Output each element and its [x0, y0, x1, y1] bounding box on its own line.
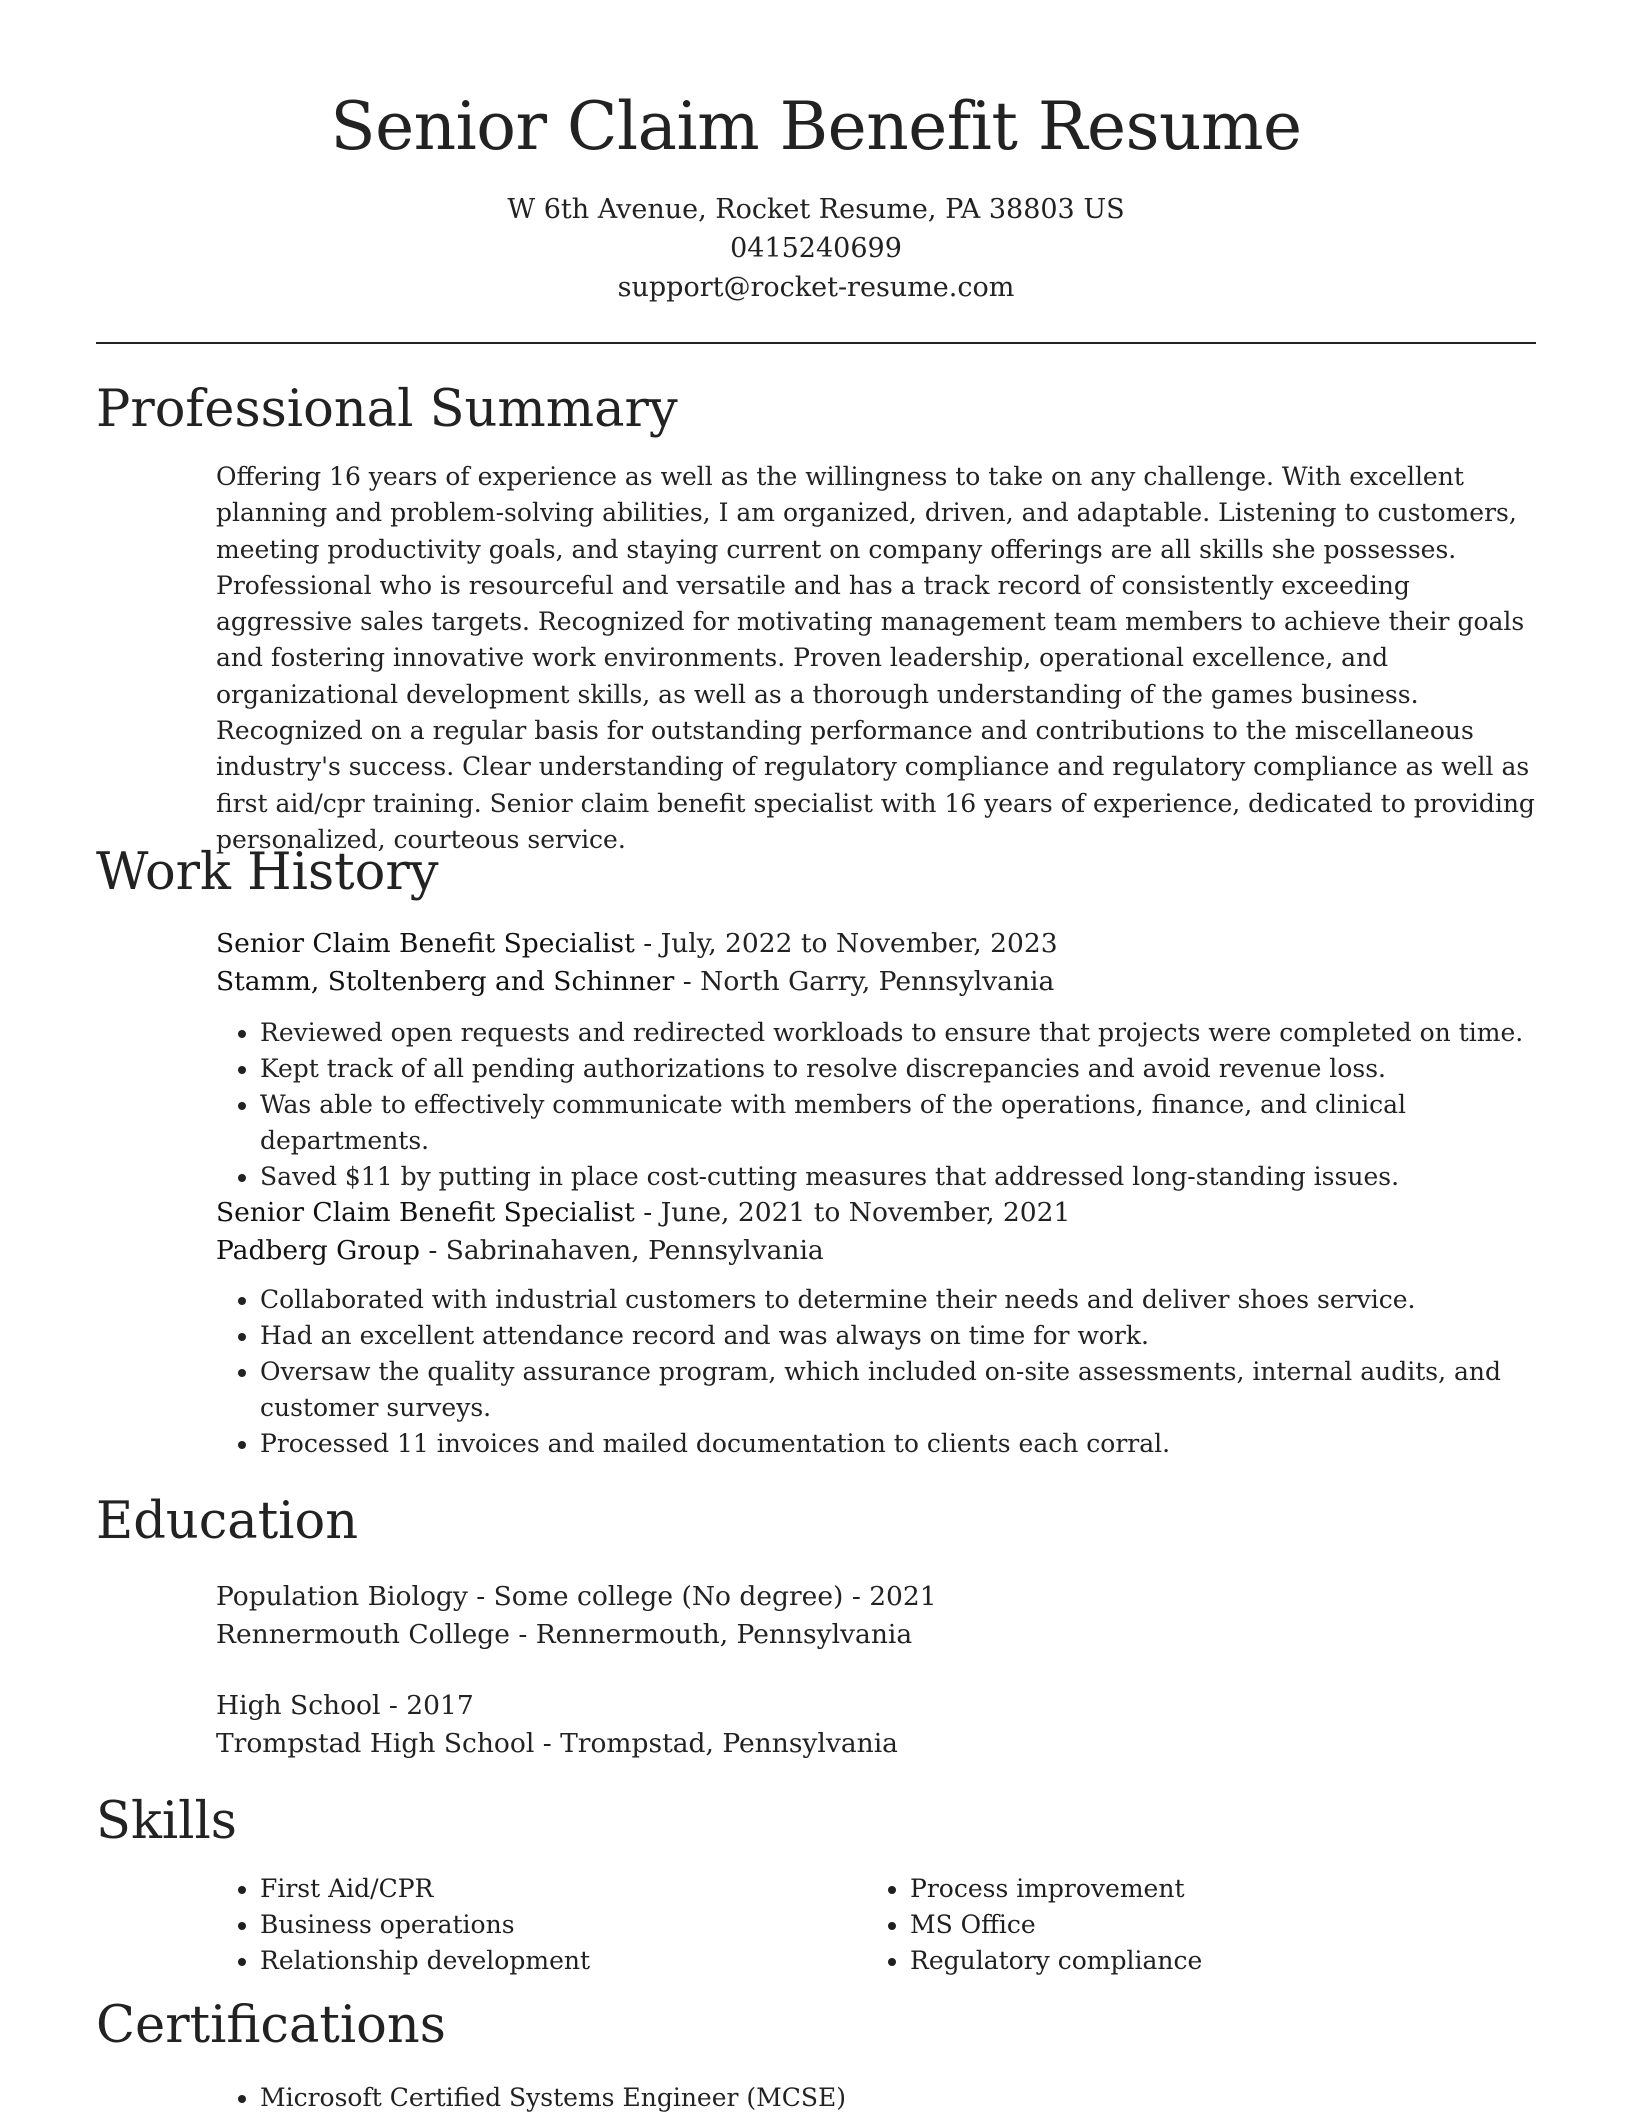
education-heading: Education: [96, 1492, 359, 1551]
job-role: Senior Claim Benefit Specialist: [216, 1197, 635, 1228]
skills-heading: Skills: [96, 1792, 237, 1851]
job-company-line: [216, 1232, 1540, 1270]
education-school: Rennermouth College: [216, 1619, 510, 1650]
phone-line: 0415240699: [730, 233, 902, 264]
education-location: - Rennermouth, Pennsylvania: [509, 1619, 913, 1650]
list-item: • Kept track of all pending authorizations to resolve discrepancies and avoid revenue loss.: [260, 1051, 1540, 1087]
email-line: support@rocket-resume.com: [617, 272, 1015, 303]
certification-item: • Microsoft Certified Systems Engineer (MCSE): [260, 2080, 1540, 2116]
certifications-list: [216, 2080, 1540, 2116]
job-title-line: [216, 1194, 1540, 1232]
list-item: • Collaborated with industrial customers to determine their needs and deliver shoes service.: [260, 1282, 1540, 1318]
education-year: - 2017: [380, 1690, 474, 1721]
education-year: - 2021: [843, 1581, 937, 1612]
education-school: Trompstad High School: [216, 1728, 535, 1759]
list-item: • Had an excellent attendance record and was always on time for work.: [260, 1318, 1540, 1354]
education-entry: [216, 1578, 1540, 1654]
skill-item: • Regulatory compliance: [910, 1943, 1466, 1979]
skill-item: • Relationship development: [260, 1943, 816, 1979]
job-location: - North Garry, Pennsylvania: [674, 966, 1055, 997]
job-dates: - July, 2022 to November, 2023: [634, 928, 1058, 959]
skills-list: [866, 1871, 1466, 1979]
job-title-line: [216, 925, 1540, 963]
job-entry: [216, 925, 1540, 1195]
list-item: • Saved $11 by putting in place cost-cutting measures that addressed long-standing issues.: [260, 1159, 1540, 1195]
list-item: • Processed 11 invoices and mailed documentation to clients each corral.: [260, 1426, 1540, 1462]
education-school-line: [216, 1725, 1540, 1763]
list-item: • Oversaw the quality assurance program, which included on-site assessments, internal audits, and customer surveys.: [260, 1354, 1540, 1426]
resume-header: [0, 0, 1632, 307]
skill-item: • MS Office: [910, 1907, 1466, 1943]
job-company-line: [216, 963, 1540, 1001]
skills-left-column: [216, 1871, 816, 1979]
education-entry: [216, 1687, 1540, 1763]
skills-list: [216, 1871, 816, 1979]
skills-right-column: [866, 1871, 1466, 1979]
resume-title: Senior Claim Benefit Resume: [330, 88, 1302, 165]
education-degree-line: [216, 1578, 1540, 1616]
list-item: • Reviewed open requests and redirected workloads to ensure that projects were completed on time.: [260, 1015, 1540, 1051]
job-company: Padberg Group: [216, 1235, 420, 1266]
address-line: W 6th Avenue, Rocket Resume, PA 38803 US: [507, 194, 1125, 225]
summary-heading: Professional Summary: [96, 380, 678, 439]
job-entry: [216, 1194, 1540, 1462]
job-bullets: [216, 1015, 1540, 1195]
education-degree-line: [216, 1687, 1540, 1725]
job-company: Stamm, Stoltenberg and Schinner: [216, 966, 675, 997]
job-bullets: [216, 1282, 1540, 1462]
skill-item: • First Aid/CPR: [260, 1871, 816, 1907]
skill-item: • Business operations: [260, 1907, 816, 1943]
certifications-block: [216, 2080, 1540, 2116]
list-item: • Was able to effectively communicate with members of the operations, finance, and clinical departments.: [260, 1087, 1540, 1159]
job-role: Senior Claim Benefit Specialist: [216, 928, 635, 959]
summary-text: Offering 16 years of experience as well as the willingness to take on any challenge. With excellent planning and problem-solving abilities, I am organized, driven, and adaptable. Listening to customers, meeting productivity goals, and staying current on company offerings are all skills she possesses. Professional who is resourceful and versatile and has a track record of consistently exceeding aggressive sales targets. Recognized for motivating management team members to achieve their goals and fostering innovative work environments. Proven leadership, operational excellence, and organizational development skills, as well as a thorough understanding of the games business. Recognized on a regular basis for outstanding performance and contributions to the miscellaneous industry's success. Clear understanding of regulatory compliance and regulatory compliance as well as first aid/cpr training. Senior claim benefit specialist with 16 years of experience, dedicated to providing personalized, courteous service.: [216, 462, 1535, 854]
education-degree: Population Biology - Some college (No degree): [216, 1581, 844, 1612]
work-history-heading: Work History: [96, 843, 439, 902]
job-location: - Sabrinahaven, Pennsylvania: [419, 1235, 824, 1266]
education-location: - Trompstad, Pennsylvania: [534, 1728, 898, 1759]
skill-item: • Process improvement: [910, 1871, 1466, 1907]
header-divider: [96, 342, 1536, 344]
certifications-heading: Certifications: [96, 1996, 446, 2055]
job-dates: - June, 2021 to November, 2021: [634, 1197, 1071, 1228]
education-school-line: [216, 1616, 1540, 1654]
contact-info: [0, 190, 1632, 307]
education-degree: High School: [216, 1690, 381, 1721]
